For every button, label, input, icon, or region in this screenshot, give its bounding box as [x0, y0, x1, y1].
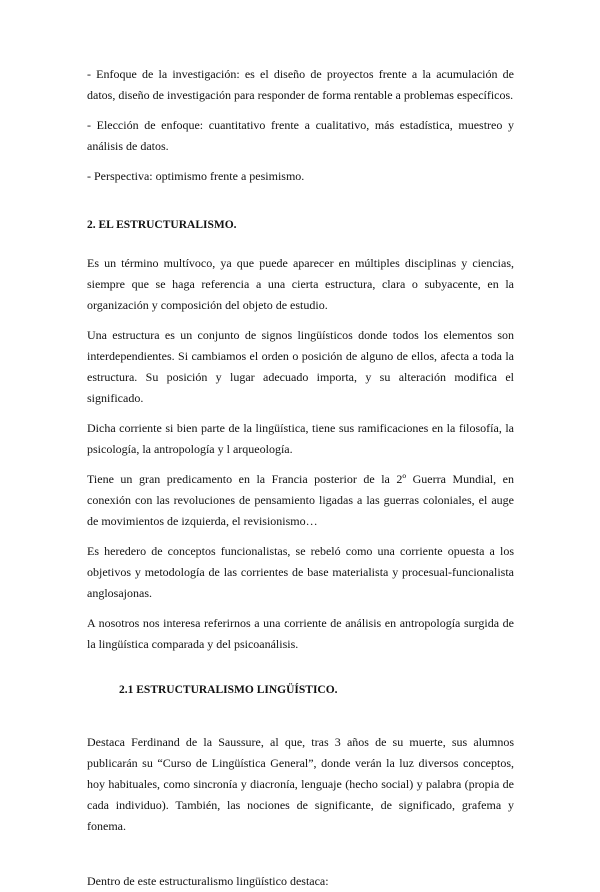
- paragraph-predicamento: Tiene un gran predicamento en la Francia posterior de la 2º Guerra Mundial, en conexión con las revoluciones de pensamiento ligadas a las guerras coloniales, el auge de movimientos de izquierda, el revisionismo…: [87, 472, 514, 528]
- paragraph-estructura: Una estructura es un conjunto de signos lingüísticos donde todos los elementos son interdependientes. Si cambiamos el orden o posición de alguno de ellos, afecta a toda la estructura. Su posición y lugar adecuado importa, y su alteración modifica el significado.: [87, 328, 514, 405]
- intro-item-enfoque: - Enfoque de la investigación: es el diseño de proyectos frente a la acumulación de datos, diseño de investigación para responder de forma rentable a problemas específicos.: [87, 67, 514, 102]
- section-heading-estructuralismo: 2. EL ESTRUCTURALISMO.: [87, 219, 237, 231]
- paragraph-saussure: Destaca Ferdinand de la Saussure, al que, tras 3 años de su muerte, sus alumnos publicarán su “Curso de Lingüística General”, donde verán la luz diversos conceptos, hoy habituales, como sincronía y diacronía, lenguaje (hecho social) y palabra (propia de cada individuo). También, las nociones de significante, de significado, grafema y fonema.: [87, 735, 514, 833]
- paragraph-heredero: Es heredero de conceptos funcionalistas, se rebeló como una corriente opuesta a los objetivos y metodología de las corrientes de base materialista y procesual-funcionalista anglosajonas.: [87, 544, 514, 600]
- subsection-heading-estructuralismo-linguistico: 2.1 ESTRUCTURALISMO LINGÜÍSTICO.: [119, 684, 338, 696]
- paragraph-dicha-corriente: Dicha corriente si bien parte de la lingüística, tiene sus ramificaciones en la filosofía, la psicología, la antropología y l arqueología.: [87, 421, 514, 456]
- intro-item-perspectiva: - Perspectiva: optimismo frente a pesimismo.: [87, 169, 305, 183]
- paragraph-dentro-destaca: Dentro de este estructuralismo lingüístico destaca:: [87, 874, 329, 888]
- paragraph-termino-multivoco: Es un término multívoco, ya que puede aparecer en múltiples disciplinas y ciencias, siempre que se haga referencia a una cierta estructura, clara o subyacente, en la organización y composición del objeto de estudio.: [87, 256, 514, 312]
- paragraph-nosotros: A nosotros nos interesa referirnos a una corriente de análisis en antropología surgida de la lingüística comparada y del psicoanálisis.: [87, 616, 514, 651]
- intro-item-eleccion: - Elección de enfoque: cuantitativo frente a cualitativo, más estadística, muestreo y análisis de datos.: [87, 118, 514, 153]
